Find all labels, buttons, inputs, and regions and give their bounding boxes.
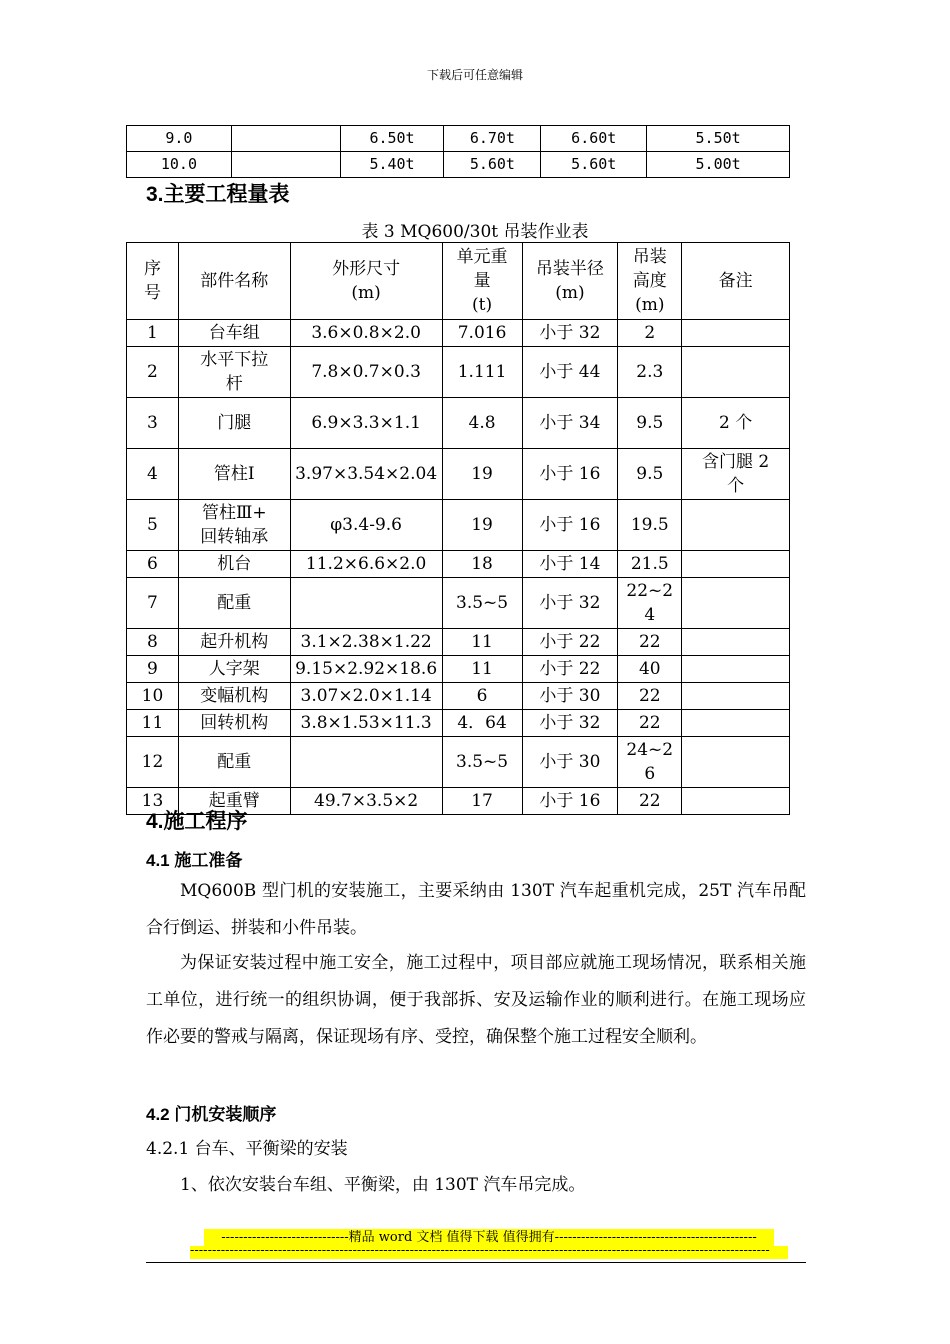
table-cell (682, 347, 790, 398)
paragraph-preparation-1: MQ600B 型门机的安装施工，主要采纳由 130T 汽车起重机完成，25T 汽车吊配合行倒运、拼装和小件吊装。 (146, 881, 806, 938)
table-cell: 小于 16 (522, 449, 618, 500)
table-cell: 3.8×1.53×11.3 (290, 710, 442, 737)
table-cell (682, 683, 790, 710)
table-cell (290, 578, 442, 629)
table-cell: 管柱Ⅲ+ 回转轴承 (178, 500, 290, 551)
column-header: 备注 (682, 243, 790, 320)
table-cell: 19 (442, 500, 522, 551)
table-row (127, 551, 790, 578)
table-cell: 小于 22 (522, 656, 618, 683)
lifting-table (126, 242, 790, 815)
table-cell: 起重臂 (178, 788, 290, 815)
table-cell (682, 551, 790, 578)
table-cell: 17 (442, 788, 522, 815)
table-cell: 4 (127, 449, 179, 500)
table-cell: 变幅机构 (178, 683, 290, 710)
table-cell: 40 (618, 656, 682, 683)
paragraph-preparation-2: 为保证安装过程中施工安全，施工过程中，项目部应就施工现场情况，联系相关施工单位，进行统一的组织协调，便于我部拆、安及运输作业的顺利进行。在施工现场应作必要的警戒与隔离，保证现场有序、受控，确保整个施工过程安全顺利。 (146, 953, 806, 1047)
table-cell: 6.60t (541, 126, 647, 152)
table-cell: 7 (127, 578, 179, 629)
table-cell: 22 (618, 788, 682, 815)
header-note: 下载后可任意编辑 (426, 68, 523, 82)
table-cell: 4．64 (442, 710, 522, 737)
table-cell (682, 629, 790, 656)
table-cell: 49.7×3.5×2 (290, 788, 442, 815)
table-cell: 含门腿 2 个 (682, 449, 790, 500)
table-cell: 6 (127, 551, 179, 578)
table-cell: 起升机构 (178, 629, 290, 656)
table-cell (682, 737, 790, 788)
table-cell: 2 (618, 320, 682, 347)
table-cell: 2 个 (682, 398, 790, 449)
table-cell (682, 656, 790, 683)
table-cell: 配重 (178, 578, 290, 629)
table-cell: 小于 16 (522, 500, 618, 551)
footer-dashes: ------------------------------------------------------------------------------------------------------------------------------------ (190, 1246, 788, 1259)
section-4-title: 4.施工程序 (146, 810, 248, 833)
table-cell: 1 (127, 320, 179, 347)
subsection-4-2-1: 4.2.1 台车、平衡梁的安装 (146, 1139, 348, 1159)
table-row (127, 629, 790, 656)
table-cell: 21.5 (618, 551, 682, 578)
table-row (127, 152, 790, 178)
table-cell: 2 (127, 347, 179, 398)
table-cell: 12 (127, 737, 179, 788)
table-cell: 小于 34 (522, 398, 618, 449)
table-cell: 回转机构 (178, 710, 290, 737)
table-cell: 3.97×3.54×2.04 (290, 449, 442, 500)
table-cell: 7.016 (442, 320, 522, 347)
table-cell: 10 (127, 683, 179, 710)
table-cell: 5.50t (647, 126, 790, 152)
table-cell (231, 126, 340, 152)
table-row (127, 737, 790, 788)
table-cell: 22~2 4 (618, 578, 682, 629)
table-cell: 3.5~5 (442, 737, 522, 788)
table-cell: 9.5 (618, 398, 682, 449)
table-cell: 3.6×0.8×2.0 (290, 320, 442, 347)
table-cell (682, 710, 790, 737)
table-cell: 22 (618, 629, 682, 656)
table-cell: 11.2×6.6×2.0 (290, 551, 442, 578)
footer-banner: -----------------------------精品 word 文档 值得下载 值得拥有---------------------------------------------- (204, 1229, 774, 1246)
table-cell: 人字架 (178, 656, 290, 683)
table-cell: 6.70t (444, 126, 541, 152)
table-cell: 6.9×3.3×1.1 (290, 398, 442, 449)
column-header: 单元重 量 (t) (442, 243, 522, 320)
table-cell: 22 (618, 683, 682, 710)
table-cell: 8 (127, 629, 179, 656)
step-1: 1、依次安装台车组、平衡梁，由 130T 汽车吊完成。 (180, 1175, 586, 1195)
table-3-caption: 表 3 MQ600/30t 吊装作业表 (361, 222, 589, 242)
table-cell (231, 152, 340, 178)
column-header: 序 号 (127, 243, 179, 320)
table-cell: 11 (127, 710, 179, 737)
section-4-1-title: 4.1 施工准备 (146, 851, 243, 870)
footer-rule (146, 1262, 806, 1263)
table-cell: 5.60t (541, 152, 647, 178)
table-row (127, 347, 790, 398)
table-cell: 5.00t (647, 152, 790, 178)
table-cell: 11 (442, 656, 522, 683)
table-row (127, 656, 790, 683)
table-cell: 小于 32 (522, 320, 618, 347)
table-row (127, 578, 790, 629)
table-cell: 10.0 (127, 152, 232, 178)
table-cell: 管柱Ⅰ (178, 449, 290, 500)
table-cell: 3.07×2.0×1.14 (290, 683, 442, 710)
table-cell (682, 788, 790, 815)
section-4-2-title: 4.2 门机安装顺序 (146, 1105, 277, 1124)
table-header-row (127, 243, 790, 320)
table-cell: 18 (442, 551, 522, 578)
table-cell: 小于 30 (522, 683, 618, 710)
table-cell: 3.1×2.38×1.22 (290, 629, 442, 656)
table-cell: 5.40t (340, 152, 444, 178)
table-cell: 小于 30 (522, 737, 618, 788)
table-cell: 3.5~5 (442, 578, 522, 629)
table-row (127, 320, 790, 347)
table-cell: 9 (127, 656, 179, 683)
table-cell (682, 320, 790, 347)
table-row (127, 683, 790, 710)
section-3-title: 3.主要工程量表 (146, 183, 290, 206)
table-cell: 11 (442, 629, 522, 656)
table-cell: φ3.4-9.6 (290, 500, 442, 551)
column-header: 吊装 高度 (m) (618, 243, 682, 320)
table-cell: 9.5 (618, 449, 682, 500)
column-header: 吊装半径 (m) (522, 243, 618, 320)
table-cell: 22 (618, 710, 682, 737)
table-cell: 1.111 (442, 347, 522, 398)
table-cell: 19 (442, 449, 522, 500)
column-header: 部件名称 (178, 243, 290, 320)
table-row (127, 449, 790, 500)
table-cell: 5 (127, 500, 179, 551)
table-cell: 6 (442, 683, 522, 710)
table-cell: 小于 32 (522, 578, 618, 629)
table-cell: 5.60t (444, 152, 541, 178)
table-cell: 小于 32 (522, 710, 618, 737)
table-cell: 小于 14 (522, 551, 618, 578)
table-cell: 13 (127, 788, 179, 815)
table-cell: 19.5 (618, 500, 682, 551)
table-row (127, 398, 790, 449)
table-cell (682, 500, 790, 551)
table-cell: 门腿 (178, 398, 290, 449)
table-cell: 7.8×0.7×0.3 (290, 347, 442, 398)
capacity-table (126, 125, 790, 178)
table-cell: 小于 44 (522, 347, 618, 398)
table-cell: 6.50t (340, 126, 444, 152)
table-cell: 台车组 (178, 320, 290, 347)
table-cell (290, 737, 442, 788)
table-cell: 水平下拉 杆 (178, 347, 290, 398)
table-row (127, 126, 790, 152)
table-cell: 9.15×2.92×18.6 (290, 656, 442, 683)
table-cell: 2.3 (618, 347, 682, 398)
column-header: 外形尺寸 (m) (290, 243, 442, 320)
table-cell: 机台 (178, 551, 290, 578)
table-cell: 9.0 (127, 126, 232, 152)
table-cell: 小于 22 (522, 629, 618, 656)
table-row (127, 500, 790, 551)
table-cell: 24~2 6 (618, 737, 682, 788)
table-cell: 小于 16 (522, 788, 618, 815)
table-cell: 4.8 (442, 398, 522, 449)
table-cell: 3 (127, 398, 179, 449)
table-cell: 配重 (178, 737, 290, 788)
table-row (127, 710, 790, 737)
table-cell (682, 578, 790, 629)
